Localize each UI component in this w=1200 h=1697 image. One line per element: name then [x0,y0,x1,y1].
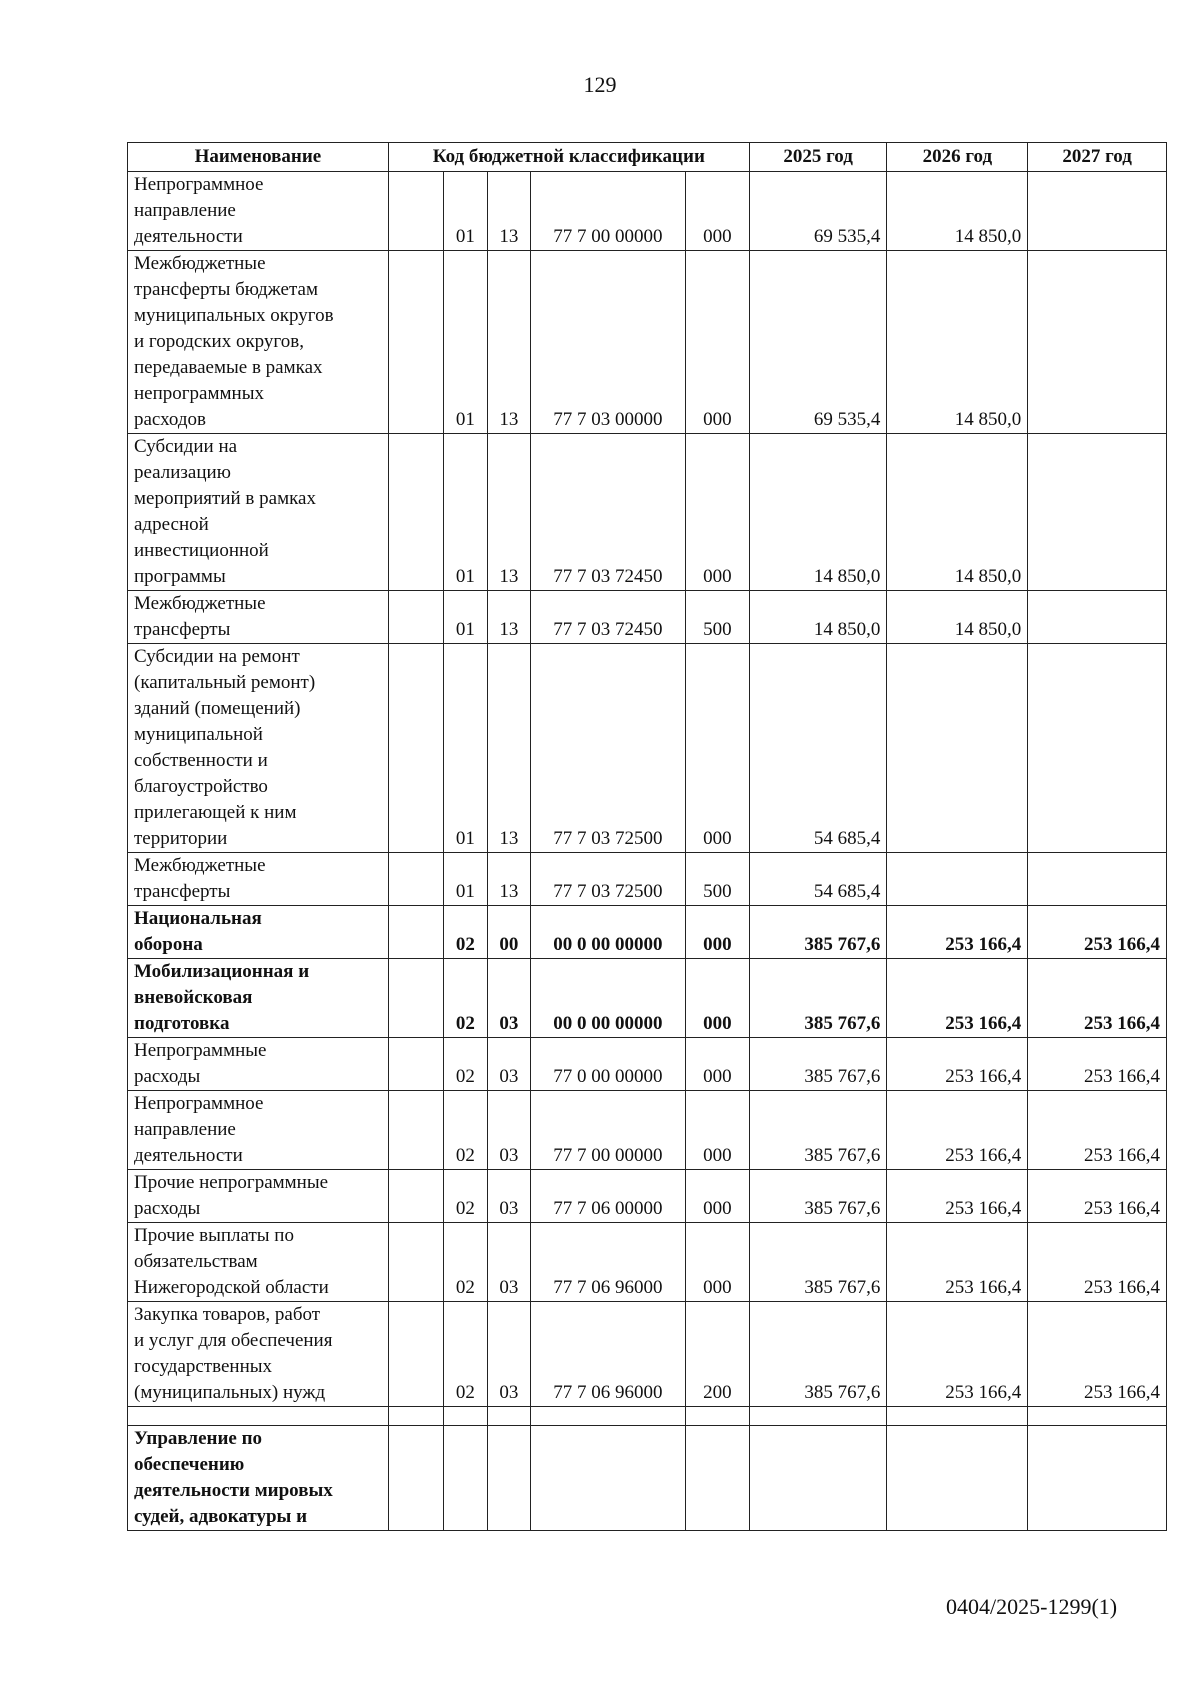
amount-2027: 253 166,4 [1028,1223,1167,1302]
expense-type-code: 500 [686,591,750,644]
section-code: 02 [443,1091,487,1170]
empty-code-cell [388,1407,443,1426]
target-article-code: 77 7 00 00000 [530,1091,685,1170]
subsection-code: 13 [487,172,530,251]
row-name-line: деятельности мировых [134,1480,333,1501]
target-article-code: 77 7 06 00000 [530,1170,685,1223]
subsection-code: 13 [487,644,530,853]
empty-code-cell [388,1223,443,1302]
empty-code-cell [388,853,443,906]
expense-type-code: 000 [686,959,750,1038]
row-name-line: направление [134,200,236,221]
row-name-line: муниципальной [134,724,263,745]
row-name-line: расходы [134,1198,201,1219]
row-name-line: Непрограммные [134,1040,267,1061]
amount-2026: 253 166,4 [887,1091,1028,1170]
amount-2026: 14 850,0 [887,591,1028,644]
row-name-line: Межбюджетные [134,253,266,274]
empty-code-cell [388,1038,443,1091]
section-code: 02 [443,1170,487,1223]
section-code: 02 [443,1302,487,1407]
table-row [128,853,1167,906]
row-name-line: расходы [134,1066,201,1087]
table-row [128,251,1167,434]
expense-type-code: 000 [686,1038,750,1091]
table-row [128,591,1167,644]
amount-2025: 385 767,6 [749,1223,887,1302]
row-name-line: Прочие выплаты по [134,1225,294,1246]
row-name [128,1223,389,1302]
target-article-code: 77 0 00 00000 [530,1038,685,1091]
row-name-line: Непрограммное [134,174,264,195]
empty-code-cell [388,644,443,853]
row-name [128,1170,389,1223]
row-name-line: вневойсковая [134,987,253,1008]
row-name [128,251,389,434]
expense-type-code [686,1426,750,1531]
amount-2025: 14 850,0 [749,591,887,644]
amount-2026: 253 166,4 [887,1223,1028,1302]
header-2027: 2027 год [1028,143,1167,172]
row-name-line: Межбюджетные [134,855,266,876]
table-row [128,1426,1167,1531]
row-name-line: муниципальных округов [134,305,334,326]
expense-type-code: 000 [686,251,750,434]
row-name [128,1091,389,1170]
amount-2026: 14 850,0 [887,434,1028,591]
amount-2025: 385 767,6 [749,1302,887,1407]
amount-2027 [1028,172,1167,251]
table-row [128,172,1167,251]
row-name-line: Межбюджетные [134,593,266,614]
empty-code-cell [388,1091,443,1170]
row-name [128,172,389,251]
section-code: 01 [443,172,487,251]
target-article-code: 00 0 00 00000 [530,959,685,1038]
row-name [128,1426,389,1531]
section-code: 01 [443,644,487,853]
subsection-code [487,1407,530,1426]
amount-2027 [1028,1407,1167,1426]
amount-2026: 253 166,4 [887,1038,1028,1091]
subsection-code: 00 [487,906,530,959]
subsection-code: 03 [487,1302,530,1407]
row-name-line: направление [134,1119,236,1140]
target-article-code: 77 7 03 72450 [530,434,685,591]
subsection-code: 03 [487,1091,530,1170]
target-article-code: 77 7 06 96000 [530,1302,685,1407]
section-code: 02 [443,959,487,1038]
amount-2025: 385 767,6 [749,906,887,959]
target-article-code: 77 7 03 72500 [530,644,685,853]
target-article-code: 77 7 06 96000 [530,1223,685,1302]
row-name-line: трансферты [134,881,231,902]
amount-2027: 253 166,4 [1028,1170,1167,1223]
row-name-line: трансферты бюджетам [134,279,318,300]
subsection-code: 03 [487,1038,530,1091]
amount-2026 [887,1426,1028,1531]
section-code: 02 [443,1223,487,1302]
amount-2026: 253 166,4 [887,906,1028,959]
row-name-line: судей, адвокатуры и [134,1506,308,1527]
row-name-line: программы [134,566,226,587]
row-name [128,1407,389,1426]
amount-2027 [1028,591,1167,644]
amount-2027: 253 166,4 [1028,1302,1167,1407]
expense-type-code: 000 [686,1091,750,1170]
table-header-row [128,143,1167,172]
target-article-code: 77 7 00 00000 [530,172,685,251]
expense-type-code: 000 [686,434,750,591]
header-2026: 2026 год [887,143,1028,172]
amount-2027: 253 166,4 [1028,1091,1167,1170]
row-name-line: Закупка товаров, работ [134,1304,321,1325]
table-row [128,434,1167,591]
row-name-line: территории [134,828,228,849]
amount-2025: 385 767,6 [749,1091,887,1170]
target-article-code: 77 7 03 00000 [530,251,685,434]
row-name-line: Мобилизационная и [134,961,310,982]
expense-type-code: 000 [686,1223,750,1302]
target-article-code: 00 0 00 00000 [530,906,685,959]
row-name-line: подготовка [134,1013,230,1034]
amount-2027 [1028,853,1167,906]
subsection-code: 13 [487,591,530,644]
subsection-code: 03 [487,959,530,1038]
subsection-code: 13 [487,853,530,906]
row-name [128,1302,389,1407]
empty-code-cell [388,1302,443,1407]
row-name-line: адресной [134,514,209,535]
amount-2025 [749,1407,887,1426]
table-row [128,959,1167,1038]
empty-code-cell [388,591,443,644]
subsection-code: 03 [487,1223,530,1302]
table-row [128,1407,1167,1426]
amount-2026: 253 166,4 [887,1302,1028,1407]
section-code: 02 [443,906,487,959]
amount-2025: 385 767,6 [749,959,887,1038]
table-row [128,1170,1167,1223]
amount-2026 [887,1407,1028,1426]
row-name-line: прилегающей к ним [134,802,297,823]
amount-2027 [1028,251,1167,434]
row-name-line: Национальная [134,908,262,929]
amount-2025: 69 535,4 [749,251,887,434]
amount-2026 [887,853,1028,906]
section-code: 01 [443,591,487,644]
subsection-code: 13 [487,434,530,591]
row-name-line: обеспечению [134,1454,245,1475]
row-name-line: инвестиционной [134,540,269,561]
row-name-line: (муниципальных) нужд [134,1382,326,1403]
amount-2027: 253 166,4 [1028,959,1167,1038]
row-name-line: непрограммных [134,383,264,404]
subsection-code: 03 [487,1170,530,1223]
section-code: 01 [443,251,487,434]
header-name: Наименование [128,143,389,172]
row-name-line: реализацию [134,462,231,483]
table-row [128,644,1167,853]
expense-type-code: 200 [686,1302,750,1407]
empty-code-cell [388,172,443,251]
amount-2026: 14 850,0 [887,251,1028,434]
table-row [128,906,1167,959]
row-name-line: Управление по [134,1428,263,1449]
amount-2026: 14 850,0 [887,172,1028,251]
empty-code-cell [388,251,443,434]
table-row [128,1223,1167,1302]
row-name-line: зданий (помещений) [134,698,301,719]
row-name [128,644,389,853]
row-name [128,591,389,644]
row-name-line: Субсидии на [134,436,238,457]
row-name-line: собственности и [134,750,268,771]
row-name-line: обязательствам [134,1251,258,1272]
budget-table [127,142,1167,1531]
target-article-code: 77 7 03 72450 [530,591,685,644]
amount-2027 [1028,1426,1167,1531]
amount-2026: 253 166,4 [887,1170,1028,1223]
row-name-line: Нижегородской области [134,1277,329,1298]
section-code: 01 [443,853,487,906]
amount-2025: 385 767,6 [749,1170,887,1223]
expense-type-code [686,1407,750,1426]
row-name-line: трансферты [134,619,231,640]
row-name [128,434,389,591]
document-code: 0404/2025-1299(1) [946,1594,1118,1619]
empty-code-cell [388,434,443,591]
section-code: 01 [443,434,487,591]
row-name-line: мероприятий в рамках [134,488,316,509]
page-number: 129 [583,72,617,97]
row-name [128,1038,389,1091]
row-name-line: Прочие непрограммные [134,1172,329,1193]
row-name-line: благоустройство [134,776,268,797]
expense-type-code: 000 [686,1170,750,1223]
empty-code-cell [388,959,443,1038]
row-name-line: Субсидии на ремонт [134,646,300,667]
row-name-line: Непрограммное [134,1093,264,1114]
amount-2026: 253 166,4 [887,959,1028,1038]
empty-code-cell [388,1426,443,1531]
table-row [128,1091,1167,1170]
target-article-code [530,1407,685,1426]
row-name-line: и городских округов, [134,331,304,352]
amount-2025: 14 850,0 [749,434,887,591]
row-name-line: и услуг для обеспечения [134,1330,333,1351]
section-code [443,1426,487,1531]
expense-type-code: 000 [686,172,750,251]
section-code [443,1407,487,1426]
amount-2027 [1028,644,1167,853]
expense-type-code: 500 [686,853,750,906]
subsection-code: 13 [487,251,530,434]
row-name-line: деятельности [134,226,243,247]
target-article-code: 77 7 03 72500 [530,853,685,906]
expense-type-code: 000 [686,644,750,853]
amount-2025: 54 685,4 [749,644,887,853]
row-name-line: оборона [134,934,203,955]
amount-2025 [749,1426,887,1531]
row-name-line: государственных [134,1356,273,1377]
expense-type-code: 000 [686,906,750,959]
header-budget-code: Код бюджетной классификации [388,143,749,172]
table-row [128,1302,1167,1407]
amount-2026 [887,644,1028,853]
row-name-line: деятельности [134,1145,243,1166]
empty-code-cell [388,906,443,959]
row-name [128,906,389,959]
amount-2025: 54 685,4 [749,853,887,906]
subsection-code [487,1426,530,1531]
empty-code-cell [388,1170,443,1223]
row-name-line: передаваемые в рамках [134,357,323,378]
header-2025: 2025 год [749,143,887,172]
table-row [128,1038,1167,1091]
row-name-line: расходов [134,409,206,430]
amount-2027: 253 166,4 [1028,906,1167,959]
table-body [128,172,1167,1531]
amount-2025: 385 767,6 [749,1038,887,1091]
row-name-line: (капитальный ремонт) [134,672,316,693]
row-name [128,853,389,906]
amount-2025: 69 535,4 [749,172,887,251]
amount-2027 [1028,434,1167,591]
target-article-code [530,1426,685,1531]
section-code: 02 [443,1038,487,1091]
row-name [128,959,389,1038]
amount-2027: 253 166,4 [1028,1038,1167,1091]
